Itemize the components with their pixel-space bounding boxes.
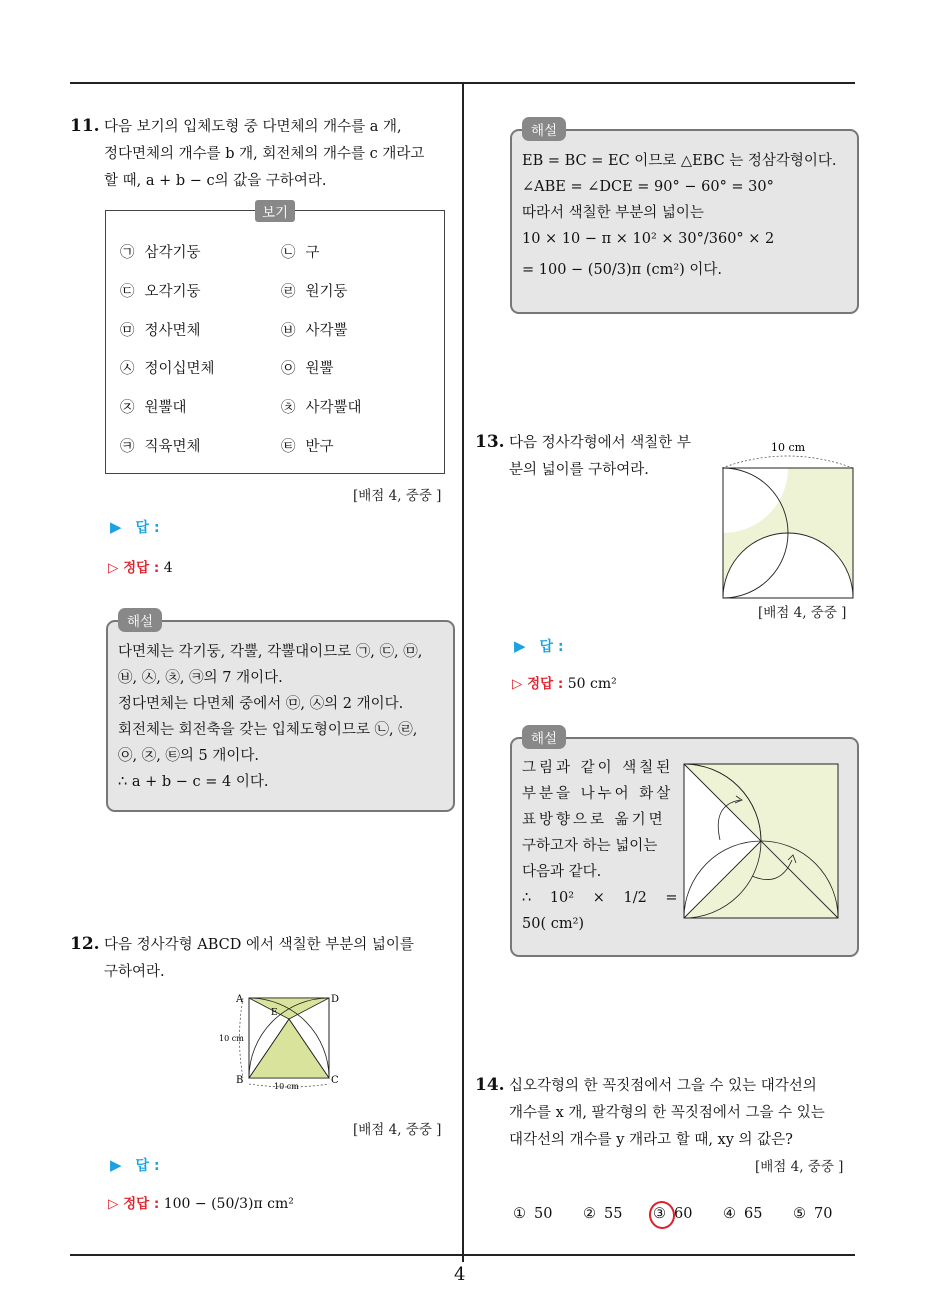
selected-circle-icon	[647, 1199, 677, 1231]
q11-expl-6: ∴ a + b − c = 4 이다.	[118, 774, 269, 790]
bogi-item	[120, 357, 215, 378]
outline-play-icon: ▷	[108, 1196, 124, 1212]
choice-value: 60	[674, 1206, 693, 1222]
q11-correct-answer: ▷ 정답 : 4	[108, 560, 173, 576]
q13-expl-3: 표방향으로 옮기면	[522, 812, 666, 828]
q12-expl-4: 10 × 10 − π × 10² × 30°/360° × 2	[522, 231, 775, 247]
q13-score: [배점 4, 중중 ]	[758, 605, 847, 621]
q13-line-1: 다음 정사각형에서 색칠한 부	[509, 435, 691, 451]
choice-mark: ⑤	[793, 1206, 806, 1222]
bogi-item-text: 오각기둥	[144, 283, 201, 300]
bogi-item	[281, 396, 362, 417]
q11-number: 11.	[70, 116, 100, 136]
q12-label-side: 10 cm	[219, 1034, 244, 1043]
column-divider	[462, 82, 464, 1262]
q13-answer-label: ▶ 답 :	[514, 637, 564, 655]
choice-mark: ④	[723, 1206, 736, 1222]
q13-expl-6: ∴ 10² × 1/2 =	[522, 890, 678, 906]
q11-line-3: 할 때, a + b − c의 값을 구하여라.	[104, 173, 327, 189]
bogi-item	[120, 241, 201, 262]
bogi-item-mark: ㉩	[281, 400, 296, 417]
q12-score: [배점 4, 중중 ]	[353, 1122, 442, 1138]
bogi-item-mark: ㉦	[120, 361, 135, 378]
bogi-item-text: 구	[305, 245, 320, 261]
choice-4[interactable]	[723, 1206, 762, 1222]
q12-line-1: 다음 정사각형 ABCD 에서 색칠한 부분의 넓이를	[104, 937, 414, 953]
choice-value: 70	[814, 1206, 833, 1222]
bogi-item-mark: ㉣	[281, 283, 296, 300]
q11-expl-4: 회전체는 회전축을 갖는 입체도형이므로 ㉡, ㉣,	[118, 722, 418, 738]
q13-expl-7: 50( cm²)	[522, 916, 585, 932]
bogi-item-text: 삼각기둥	[144, 245, 201, 261]
q12-label-e: E	[271, 1008, 278, 1018]
q13-explanation-tag: 해설	[522, 725, 566, 749]
bogi-item	[281, 319, 348, 340]
bogi-item-mark: ㉠	[120, 245, 135, 261]
bogi-item-mark: ㉥	[281, 322, 296, 339]
q12-expl-3: 따라서 색칠한 부분의 넓이는	[522, 205, 704, 221]
q13-explanation-figure	[680, 760, 842, 922]
q12-figure	[212, 988, 352, 1092]
bottom-rule	[70, 1254, 855, 1256]
bogi-item-text: 원뿔	[305, 361, 334, 378]
bogi-item	[281, 280, 348, 301]
q12-correct-answer: ▷ 정답 : 100 − (50/3)π cm²	[108, 1196, 294, 1212]
bogi-item	[281, 435, 334, 456]
choice-3[interactable]	[653, 1206, 692, 1222]
q12-line-2: 구하여라.	[104, 964, 165, 980]
q12-explanation-tag: 해설	[522, 117, 566, 141]
bogi-item	[120, 435, 201, 456]
q11-expl-5: ㉧, ㉨, ㉫의 5 개이다.	[118, 748, 260, 764]
choice-5[interactable]	[793, 1206, 832, 1222]
choice-value: 50	[534, 1206, 553, 1222]
bogi-item-text: 반구	[305, 439, 334, 455]
choice-value: 65	[744, 1206, 763, 1222]
q11-answer-label: ▶ 답 :	[110, 518, 160, 536]
q14-line-1: 십오각형의 한 꼭짓점에서 그을 수 있는 대각선의	[509, 1078, 817, 1094]
bogi-item	[120, 319, 201, 340]
q12-label-c: C	[331, 1075, 339, 1086]
q14-number: 14.	[475, 1075, 505, 1095]
q13-expl-2: 부분을 나누어 화살	[522, 786, 674, 802]
q12-shaded-triangle	[249, 1019, 329, 1078]
bogi-item-mark: ㉧	[281, 361, 296, 378]
q12-label-d: D	[331, 994, 340, 1005]
q13-figure	[715, 436, 860, 602]
bogi-item-mark: ㉢	[120, 283, 135, 300]
bogi-item-mark: ㉨	[120, 400, 135, 417]
q13-expl-1: 그림과 같이 색칠된	[522, 760, 674, 776]
bogi-item-mark: ㉡	[281, 245, 296, 261]
play-icon: ▶	[110, 1156, 122, 1174]
play-icon: ▶	[110, 518, 122, 536]
q13-expl-4: 구하고자 하는 넓이는	[522, 838, 658, 854]
choice-2[interactable]	[583, 1206, 622, 1222]
choice-mark: ③	[653, 1206, 666, 1222]
q13-fig-label: 10 cm	[771, 441, 806, 454]
q11-line-2: 정다면체의 개수를 b 개, 회전체의 개수를 c 개라고	[104, 146, 425, 162]
q14-line-3: 대각선의 개수를 y 개라고 할 때, xy 의 값은?	[509, 1132, 793, 1148]
choice-1[interactable]	[513, 1206, 552, 1222]
q12-label-b: B	[236, 1075, 244, 1086]
choice-mark: ①	[513, 1206, 526, 1222]
bogi-label: 보기	[255, 200, 295, 222]
bogi-item-text: 직육면체	[144, 439, 201, 455]
bogi-item-text: 정사면체	[144, 322, 201, 339]
bogi-item-mark: ㉫	[281, 439, 296, 455]
bogi-item-text: 원기둥	[305, 283, 348, 300]
bogi-item	[120, 280, 201, 301]
bogi-item-mark: ㉪	[120, 439, 135, 455]
bogi-item-text: 원뿔대	[144, 400, 187, 417]
q12-expl-5: = 100 − (50/3)π (cm²) 이다.	[522, 262, 723, 278]
q12-label-bottom: 10 cm	[274, 1082, 299, 1091]
bogi-item-mark: ㉤	[120, 322, 135, 339]
play-icon: ▶	[514, 637, 526, 655]
q12-number: 12.	[70, 934, 100, 954]
q11-expl-2: ㉥, ㉦, ㉩, ㉪의 7 개이다.	[118, 670, 283, 686]
choice-value: 55	[604, 1206, 623, 1222]
q14-line-2: 개수를 x 개, 팔각형의 한 꼭짓점에서 그을 수 있는	[509, 1105, 825, 1121]
q12-label-a: A	[236, 994, 244, 1005]
bogi-item	[281, 357, 334, 378]
q13-number: 13.	[475, 432, 505, 452]
bogi-item-text: 사각뿔	[305, 322, 348, 339]
q11-line-1: 다음 보기의 입체도형 중 다면체의 개수를 a 개,	[104, 119, 402, 135]
q11-expl-1: 다면체는 각기둥, 각뿔, 각뿔대이므로 ㉠, ㉢, ㉤,	[118, 644, 423, 660]
outline-play-icon: ▷	[108, 560, 124, 576]
bogi-item-text: 정이십면체	[144, 361, 215, 378]
q12-expl-1: EB = BC = EC 이므로 △EBC 는 정삼각형이다.	[522, 153, 837, 169]
q11-score: [배점 4, 중중 ]	[353, 488, 442, 504]
q12-expl-2: ∠ABE = ∠DCE = 90° − 60° = 30°	[522, 179, 774, 195]
bogi-item	[120, 396, 187, 417]
outline-play-icon: ▷	[512, 676, 528, 692]
bogi-item-text: 사각뿔대	[305, 400, 362, 417]
q11-expl-3: 정다면체는 다면체 중에서 ㉤, ㉦의 2 개이다.	[118, 696, 404, 712]
q13-expl-5: 다음과 같다.	[522, 864, 602, 880]
q13-correct-answer: ▷ 정답 : 50 cm²	[512, 676, 617, 692]
page-number: 4	[454, 1264, 466, 1285]
q11-explanation-tag: 해설	[118, 608, 162, 632]
q12-answer-label: ▶ 답 :	[110, 1156, 160, 1174]
bogi-item	[281, 241, 320, 262]
q13-line-2: 분의 넓이를 구하여라.	[509, 462, 649, 478]
q14-score: [배점 4, 중중 ]	[755, 1159, 844, 1175]
choice-mark: ②	[583, 1206, 596, 1222]
